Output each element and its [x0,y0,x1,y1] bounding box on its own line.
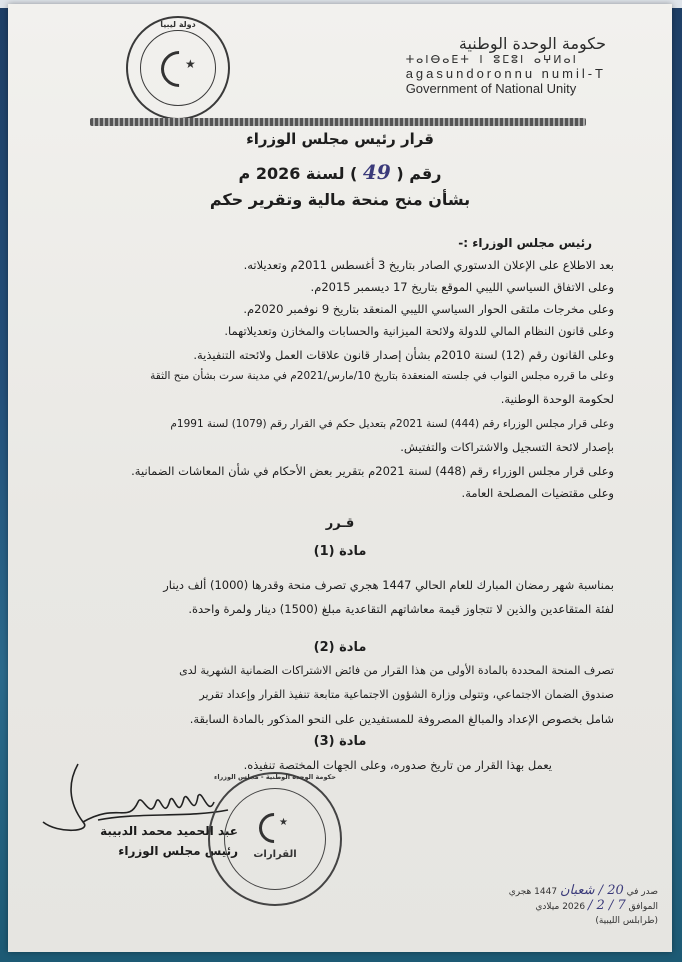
issue-place-note: (طرابلس الليبية) [595,916,658,926]
preamble-line: وعلى مخرجات ملتقى الحوار السياسي الليبي المنعقد بتاريخ 9 نوفمبر 2020م. [243,302,614,316]
decision-title: قرار رئيس مجلس الوزراء [246,130,434,148]
government-name-english: Government of National Unity [405,81,577,96]
government-name-arabic: حكومة الوحدة الوطنية [458,34,606,53]
issue-date-box [498,884,658,928]
article-heading: مادة (3) [313,734,367,749]
number-suffix: ) لسنة 2026 م [238,164,358,183]
gregorian-year: 2026 ميلادي [535,902,586,912]
star-icon: ★ [279,817,288,828]
preamble-line: وعلى القانون رقم (12) لسنة 2010م بشأن إصدار قانون علاقات العمل ولائحته التنفيذية. [193,348,614,362]
signatory-title: رئيس مجلس الوزراء [118,844,238,858]
hijri-year: 1447 هجري [508,887,558,897]
addressee: رئيس مجلس الوزراء :- [458,236,592,250]
article-line: يعمل بهذا القرار من تاريخ صدوره، وعلى الجهات المختصة تنفيذه. [243,758,552,772]
preamble-line: بإصدار لائحة التسجيل والاشتراكات والتفتيش. [400,440,614,454]
header-divider [90,118,586,126]
crescent-icon [253,807,295,849]
government-name-latin: agasundoronnu numil-T [405,66,606,81]
signatory-name: عبد الحميد محمد الدبيبة [100,824,238,838]
decision-subject: بشأن منح منحة مالية وتقرير حكم [209,190,471,209]
corresponding-label: الموافق [628,902,658,912]
stamp-center-text: القرارات [253,849,297,860]
article-line: شامل بخصوص الإعداد والمبالغ المصروفة للمستفيدين على النحو المذكور بالمادة السابقة. [189,712,614,726]
preamble-line: وعلى الاتفاق السياسي الليبي الموقع بتاريخ 17 ديسمبر 2015م. [310,280,614,294]
preamble-line: بعد الاطلاع على الإعلان الدستوري الصادر بتاريخ 3 أغسطس 2011م وتعديلاته. [243,258,614,272]
government-header [406,34,606,96]
article-line: تصرف المنحة المحددة بالمادة الأولى من هذا القرار من فائض الاشتراكات الضمانية الشهرية لدى [179,664,614,677]
preamble-line: وعلى ما قرره مجلس النواب في جلسته المنعقدة بتاريخ 10/مارس/2021م في مدينة سرت بشأن منح الثقة [150,370,614,382]
star-icon: ★ [185,57,196,71]
issue-date-hijri [498,884,658,899]
issue-date-gregorian [498,899,658,914]
crescent-icon [154,44,205,95]
article-line: صندوق الضمان الاجتماعي، وتتولى وزارة الشؤون الاجتماعية متابعة تنفيذ القرار وإعداد تقرير [199,688,614,701]
number-handwritten: 49 [362,160,391,184]
seal-top-text: دولة ليبيا [160,20,196,29]
government-name-tifinagh: ⵜⴰⵏⴱⴰⴹⵜ ⵏ ⵓⵎⵓⵏ ⴰⵖⵍⴰⵏ [405,53,578,66]
official-stamp [208,772,342,906]
gregorian-date-handwritten: 7 / 2 / [587,898,626,913]
preamble-line: وعلى قرار مجلس الوزراء رقم (444) لسنة 2021م بتعديل حكم في القرار رقم (1079) لسنة 1991م [170,418,614,430]
preamble-line: وعلى مقتضيات المصلحة العامة. [461,486,614,500]
stamp-ring-text: حكومة الوحدة الوطنية - مجلس الوزراء [214,773,336,781]
article-line: لفئة المتقاعدين والذين لا تتجاوز قيمة معاشاتهم التقاعدية مبلغ (1500) دينار ولمرة واحدة. [188,602,614,616]
number-prefix: رقم ( [396,164,442,183]
preamble-line: وعلى قرار مجلس الوزراء رقم (448) لسنة 2021م بتقرير بعض الأحكام في شأن المعاشات الضمانية. [131,464,614,478]
decision-word: قـرر [325,516,355,531]
article-heading: مادة (2) [313,640,367,655]
stamp-inner-ring [224,788,326,890]
document-page [8,4,672,952]
preamble-line: وعلى قانون النظام المالي للدولة ولائحة الميزانية والحسابات والمخازن وتعديلاتهما. [224,324,614,338]
decision-number [8,160,672,184]
preamble-line: لحكومة الوحدة الوطنية. [500,392,614,406]
government-seal-top [126,16,230,120]
hijri-date-handwritten: 20 / شعبان [559,883,624,898]
seal-inner-ring [140,30,216,106]
issued-label: صدر في [626,887,658,897]
article-heading: مادة (1) [313,544,367,559]
article-line: بمناسبة شهر رمضان المبارك للعام الحالي 1447 هجري تصرف منحة وقدرها (1000) ألف دينار [163,578,614,592]
